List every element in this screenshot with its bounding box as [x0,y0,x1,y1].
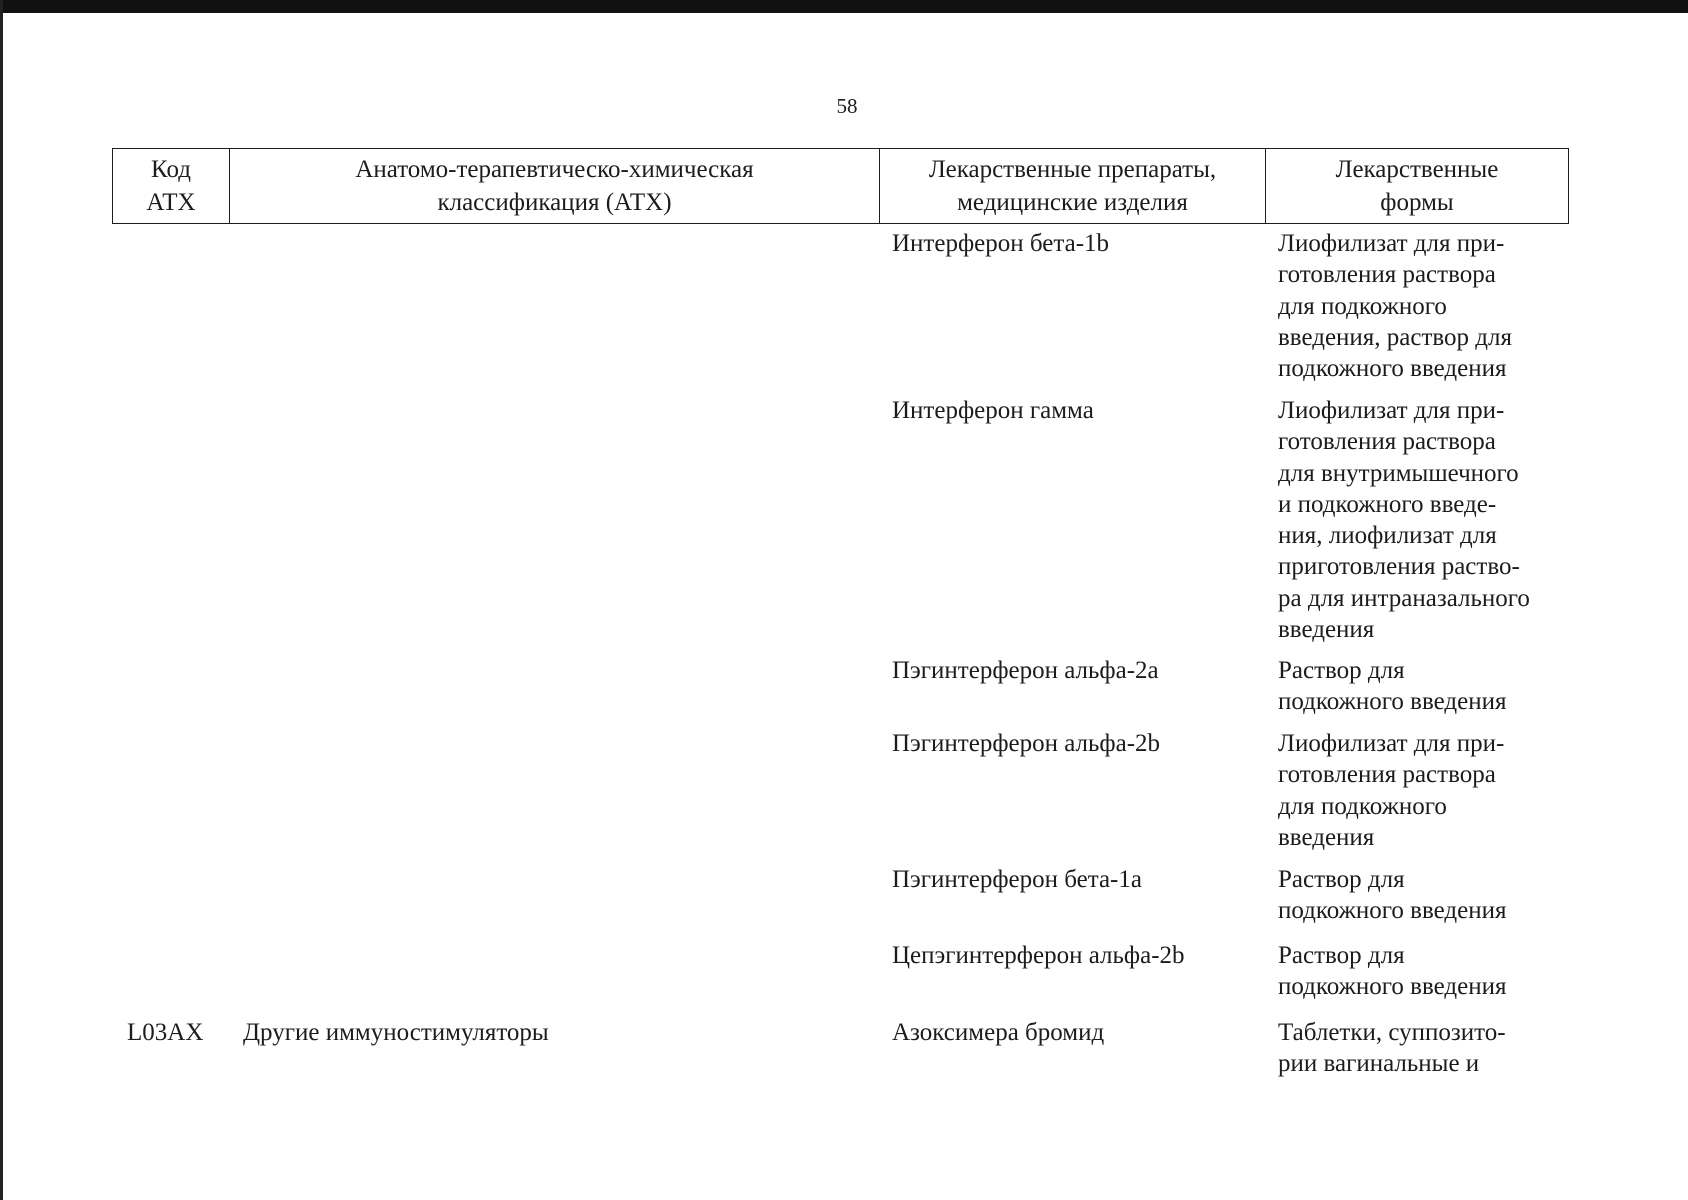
header-classification-cell: Анатомо-терапевтическо-химическая классификация (АТХ) [230,149,880,224]
dosage-form: Лиофилизат для при- готовления раствора для внутримышечного и подкожного введе- ния, лиофилизат для приготовления раство- ра для интраназального введения [1278,397,1530,644]
header-forms-cell: Лекарственные формы [1266,149,1569,224]
scan-top-border [0,0,1688,13]
dosage-form: Таблетки, суппозито- рии вагинальные и [1278,1019,1506,1078]
drug-name: Азоксимера бромид [892,1019,1105,1046]
dosage-form: Раствор для подкожного введения [1278,866,1507,925]
drug-name: Пэгинтерферон альфа-2a [892,657,1159,684]
table-header [112,148,1569,224]
header-code-cell: Код АТХ [113,149,230,224]
page-number: 58 [836,94,858,118]
drug-name: Интерферон гамма [892,397,1094,424]
atc-classification: Другие иммуностимуляторы [243,1019,549,1046]
dosage-form: Раствор для подкожного введения [1278,657,1507,716]
drug-name: Интерферон бета-1b [892,230,1110,257]
drug-name: Пэгинтерферон бета-1a [892,866,1142,893]
scan-left-border [0,0,3,1200]
atc-code: L03AX [127,1019,204,1046]
drug-name: Цепэгинтерферон альфа-2b [892,942,1185,969]
header-drugs-cell: Лекарственные препараты, медицинские изделия [880,149,1266,224]
drug-name: Пэгинтерферон альфа-2b [892,730,1161,757]
dosage-form: Лиофилизат для при- готовления раствора для подкожного введения, раствор для подкожного введения [1278,230,1512,383]
header-row [113,149,1569,224]
dosage-form: Раствор для подкожного введения [1278,942,1507,1001]
dosage-form: Лиофилизат для при- готовления раствора для подкожного введения [1278,730,1505,851]
